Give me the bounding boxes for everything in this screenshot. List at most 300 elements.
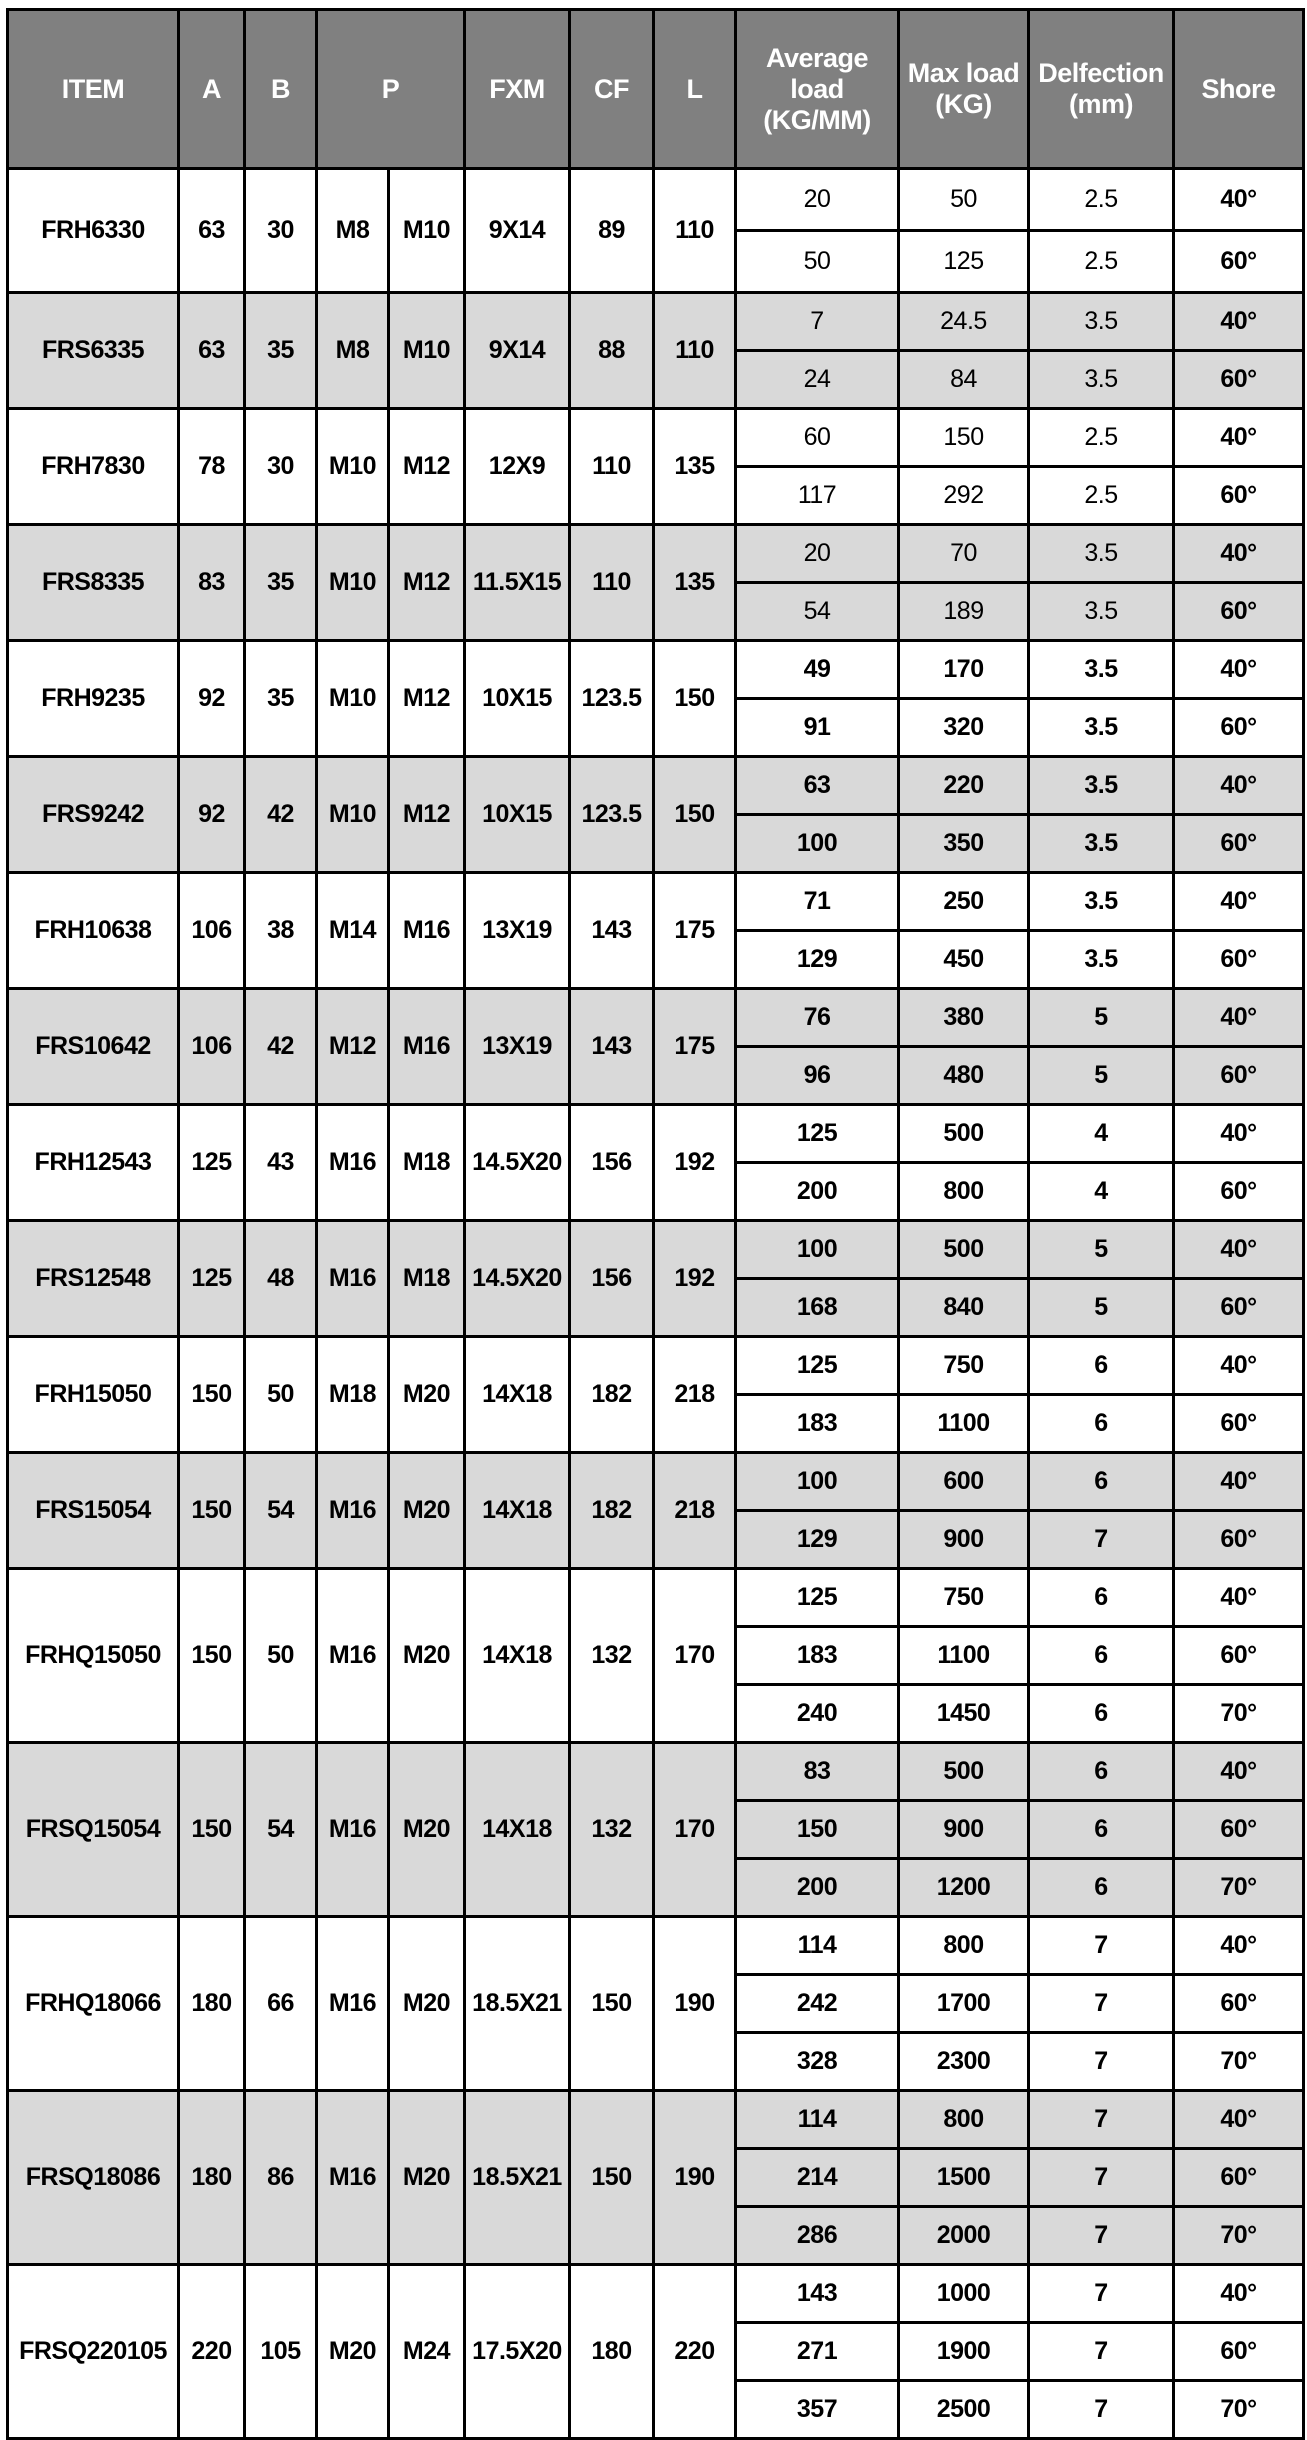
shore-cell: 60° [1174, 1279, 1304, 1337]
max-load-cell: 800 [899, 2091, 1029, 2149]
table-row [8, 873, 1304, 931]
l-cell: 220 [654, 2265, 736, 2439]
header-shore: Shore [1174, 10, 1304, 169]
average-load-cell: 183 [736, 1395, 899, 1453]
average-load-cell: 91 [736, 699, 899, 757]
average-load-cell: 7 [736, 293, 899, 351]
shore-cell: 40° [1174, 641, 1304, 699]
cf-cell: 89 [570, 169, 654, 293]
max-load-cell: 750 [899, 1337, 1029, 1395]
deflection-cell: 5 [1029, 989, 1174, 1047]
average-load-cell: 150 [736, 1801, 899, 1859]
p2-cell: M20 [389, 1569, 465, 1743]
max-load-cell: 2000 [899, 2207, 1029, 2265]
average-load-cell: 242 [736, 1975, 899, 2033]
deflection-cell: 7 [1029, 1975, 1174, 2033]
average-load-cell: 20 [736, 525, 899, 583]
average-load-cell: 100 [736, 1453, 899, 1511]
deflection-cell: 3.5 [1029, 931, 1174, 989]
average-load-cell: 100 [736, 815, 899, 873]
deflection-cell: 6 [1029, 1395, 1174, 1453]
p2-cell: M12 [389, 409, 465, 525]
table-row [8, 2091, 1304, 2149]
deflection-cell: 6 [1029, 1743, 1174, 1801]
b-cell: 105 [245, 2265, 317, 2439]
b-cell: 43 [245, 1105, 317, 1221]
shore-cell: 40° [1174, 873, 1304, 931]
average-load-cell: 71 [736, 873, 899, 931]
deflection-cell: 5 [1029, 1221, 1174, 1279]
cf-cell: 143 [570, 989, 654, 1105]
shore-cell: 60° [1174, 467, 1304, 525]
cf-cell: 143 [570, 873, 654, 989]
item-cell: FRS9242 [8, 757, 179, 873]
a-cell: 150 [179, 1569, 245, 1743]
header-l: L [654, 10, 736, 169]
p2-cell: M12 [389, 757, 465, 873]
item-cell: FRHQ18066 [8, 1917, 179, 2091]
b-cell: 35 [245, 293, 317, 409]
deflection-cell: 6 [1029, 1801, 1174, 1859]
max-load-cell: 450 [899, 931, 1029, 989]
p1-cell: M16 [317, 1917, 389, 2091]
l-cell: 150 [654, 641, 736, 757]
average-load-cell: 114 [736, 2091, 899, 2149]
p2-cell: M16 [389, 989, 465, 1105]
table-row [8, 1743, 1304, 1801]
l-cell: 175 [654, 873, 736, 989]
b-cell: 38 [245, 873, 317, 989]
max-load-cell: 24.5 [899, 293, 1029, 351]
table-row [8, 2265, 1304, 2323]
average-load-cell: 125 [736, 1569, 899, 1627]
p1-cell: M12 [317, 989, 389, 1105]
p1-cell: M16 [317, 1453, 389, 1569]
average-load-cell: 125 [736, 1105, 899, 1163]
l-cell: 175 [654, 989, 736, 1105]
average-load-cell: 117 [736, 467, 899, 525]
shore-cell: 60° [1174, 2323, 1304, 2381]
max-load-cell: 1900 [899, 2323, 1029, 2381]
b-cell: 50 [245, 1337, 317, 1453]
shore-cell: 40° [1174, 1453, 1304, 1511]
p1-cell: M16 [317, 1569, 389, 1743]
item-cell: FRH12543 [8, 1105, 179, 1221]
p1-cell: M8 [317, 293, 389, 409]
deflection-cell: 3.5 [1029, 641, 1174, 699]
p2-cell: M20 [389, 1917, 465, 2091]
p2-cell: M18 [389, 1221, 465, 1337]
average-load-cell: 214 [736, 2149, 899, 2207]
p2-cell: M16 [389, 873, 465, 989]
max-load-cell: 189 [899, 583, 1029, 641]
item-cell: FRSQ18086 [8, 2091, 179, 2265]
fxm-cell: 14X18 [465, 1337, 570, 1453]
p1-cell: M16 [317, 1105, 389, 1221]
p2-cell: M12 [389, 641, 465, 757]
shore-cell: 60° [1174, 583, 1304, 641]
average-load-cell: 50 [736, 231, 899, 293]
average-load-cell: 328 [736, 2033, 899, 2091]
max-load-cell: 800 [899, 1917, 1029, 1975]
fxm-cell: 9X14 [465, 293, 570, 409]
max-load-cell: 800 [899, 1163, 1029, 1221]
header-max-load: Max load (KG) [899, 10, 1029, 169]
deflection-cell: 2.5 [1029, 409, 1174, 467]
header-deflection: Delfection (mm) [1029, 10, 1174, 169]
cf-cell: 150 [570, 2091, 654, 2265]
deflection-cell: 7 [1029, 2091, 1174, 2149]
fxm-cell: 14X18 [465, 1569, 570, 1743]
shore-cell: 40° [1174, 1569, 1304, 1627]
l-cell: 135 [654, 409, 736, 525]
average-load-cell: 60 [736, 409, 899, 467]
average-load-cell: 240 [736, 1685, 899, 1743]
b-cell: 86 [245, 2091, 317, 2265]
deflection-cell: 7 [1029, 1917, 1174, 1975]
a-cell: 150 [179, 1337, 245, 1453]
p1-cell: M20 [317, 2265, 389, 2439]
l-cell: 192 [654, 1221, 736, 1337]
item-cell: FRSQ15054 [8, 1743, 179, 1917]
deflection-cell: 6 [1029, 1685, 1174, 1743]
cf-cell: 88 [570, 293, 654, 409]
deflection-cell: 5 [1029, 1279, 1174, 1337]
cf-cell: 156 [570, 1221, 654, 1337]
max-load-cell: 2300 [899, 2033, 1029, 2091]
deflection-cell: 4 [1029, 1163, 1174, 1221]
b-cell: 66 [245, 1917, 317, 2091]
item-cell: FRH6330 [8, 169, 179, 293]
shore-cell: 60° [1174, 1047, 1304, 1105]
average-load-cell: 20 [736, 169, 899, 231]
cf-cell: 110 [570, 409, 654, 525]
max-load-cell: 320 [899, 699, 1029, 757]
cf-cell: 182 [570, 1337, 654, 1453]
max-load-cell: 1700 [899, 1975, 1029, 2033]
shore-cell: 40° [1174, 1105, 1304, 1163]
item-cell: FRH15050 [8, 1337, 179, 1453]
max-load-cell: 480 [899, 1047, 1029, 1105]
max-load-cell: 150 [899, 409, 1029, 467]
shore-cell: 70° [1174, 2033, 1304, 2091]
deflection-cell: 7 [1029, 1511, 1174, 1569]
fxm-cell: 14X18 [465, 1453, 570, 1569]
l-cell: 135 [654, 525, 736, 641]
max-load-cell: 380 [899, 989, 1029, 1047]
max-load-cell: 125 [899, 231, 1029, 293]
p2-cell: M20 [389, 2091, 465, 2265]
a-cell: 106 [179, 873, 245, 989]
p2-cell: M10 [389, 293, 465, 409]
p2-cell: M18 [389, 1105, 465, 1221]
average-load-cell: 286 [736, 2207, 899, 2265]
deflection-cell: 3.5 [1029, 583, 1174, 641]
b-cell: 54 [245, 1743, 317, 1917]
max-load-cell: 500 [899, 1105, 1029, 1163]
b-cell: 35 [245, 641, 317, 757]
item-cell: FRH10638 [8, 873, 179, 989]
max-load-cell: 350 [899, 815, 1029, 873]
deflection-cell: 6 [1029, 1569, 1174, 1627]
deflection-cell: 2.5 [1029, 231, 1174, 293]
max-load-cell: 600 [899, 1453, 1029, 1511]
max-load-cell: 900 [899, 1801, 1029, 1859]
shore-cell: 60° [1174, 815, 1304, 873]
deflection-cell: 3.5 [1029, 757, 1174, 815]
l-cell: 218 [654, 1337, 736, 1453]
cf-cell: 150 [570, 1917, 654, 2091]
average-load-cell: 114 [736, 1917, 899, 1975]
table-row [8, 1917, 1304, 1975]
average-load-cell: 129 [736, 931, 899, 989]
p1-cell: M10 [317, 409, 389, 525]
cf-cell: 156 [570, 1105, 654, 1221]
average-load-cell: 271 [736, 2323, 899, 2381]
header-row [8, 10, 1304, 169]
p1-cell: M16 [317, 1221, 389, 1337]
shore-cell: 40° [1174, 2265, 1304, 2323]
item-cell: FRSQ220105 [8, 2265, 179, 2439]
average-load-cell: 63 [736, 757, 899, 815]
l-cell: 218 [654, 1453, 736, 1569]
spec-table-body [8, 169, 1304, 2439]
a-cell: 125 [179, 1105, 245, 1221]
max-load-cell: 1100 [899, 1395, 1029, 1453]
a-cell: 78 [179, 409, 245, 525]
p2-cell: M20 [389, 1337, 465, 1453]
table-row [8, 169, 1304, 231]
max-load-cell: 170 [899, 641, 1029, 699]
average-load-cell: 357 [736, 2381, 899, 2439]
p1-cell: M8 [317, 169, 389, 293]
header-average-load: Average load (KG/MM) [736, 10, 899, 169]
deflection-cell: 3.5 [1029, 293, 1174, 351]
spec-table-container [6, 8, 1305, 2440]
shore-cell: 40° [1174, 169, 1304, 231]
b-cell: 42 [245, 989, 317, 1105]
shore-cell: 60° [1174, 351, 1304, 409]
table-row [8, 1453, 1304, 1511]
item-cell: FRS12548 [8, 1221, 179, 1337]
header-cf: CF [570, 10, 654, 169]
a-cell: 106 [179, 989, 245, 1105]
cf-cell: 132 [570, 1569, 654, 1743]
shore-cell: 40° [1174, 989, 1304, 1047]
deflection-cell: 7 [1029, 2207, 1174, 2265]
deflection-cell: 3.5 [1029, 525, 1174, 583]
fxm-cell: 10X15 [465, 641, 570, 757]
max-load-cell: 1200 [899, 1859, 1029, 1917]
max-load-cell: 1450 [899, 1685, 1029, 1743]
p2-cell: M12 [389, 525, 465, 641]
a-cell: 63 [179, 293, 245, 409]
deflection-cell: 7 [1029, 2381, 1174, 2439]
fxm-cell: 9X14 [465, 169, 570, 293]
shore-cell: 60° [1174, 1163, 1304, 1221]
shore-cell: 70° [1174, 1685, 1304, 1743]
table-row [8, 1221, 1304, 1279]
p1-cell: M10 [317, 757, 389, 873]
cf-cell: 180 [570, 2265, 654, 2439]
p1-cell: M10 [317, 641, 389, 757]
p2-cell: M20 [389, 1743, 465, 1917]
average-load-cell: 183 [736, 1627, 899, 1685]
shore-cell: 40° [1174, 409, 1304, 467]
max-load-cell: 900 [899, 1511, 1029, 1569]
max-load-cell: 750 [899, 1569, 1029, 1627]
table-row [8, 1105, 1304, 1163]
fxm-cell: 18.5X21 [465, 2091, 570, 2265]
max-load-cell: 1000 [899, 2265, 1029, 2323]
a-cell: 150 [179, 1453, 245, 1569]
max-load-cell: 70 [899, 525, 1029, 583]
p2-cell: M10 [389, 169, 465, 293]
deflection-cell: 6 [1029, 1453, 1174, 1511]
deflection-cell: 3.5 [1029, 873, 1174, 931]
b-cell: 50 [245, 1569, 317, 1743]
spec-table [6, 8, 1305, 2440]
max-load-cell: 500 [899, 1221, 1029, 1279]
a-cell: 180 [179, 2091, 245, 2265]
header-a: A [179, 10, 245, 169]
p1-cell: M16 [317, 2091, 389, 2265]
b-cell: 54 [245, 1453, 317, 1569]
average-load-cell: 49 [736, 641, 899, 699]
fxm-cell: 11.5X15 [465, 525, 570, 641]
shore-cell: 60° [1174, 1395, 1304, 1453]
fxm-cell: 13X19 [465, 989, 570, 1105]
shore-cell: 70° [1174, 2381, 1304, 2439]
fxm-cell: 14.5X20 [465, 1105, 570, 1221]
shore-cell: 60° [1174, 1511, 1304, 1569]
cf-cell: 132 [570, 1743, 654, 1917]
item-cell: FRS10642 [8, 989, 179, 1105]
max-load-cell: 292 [899, 467, 1029, 525]
shore-cell: 60° [1174, 1627, 1304, 1685]
cf-cell: 123.5 [570, 641, 654, 757]
max-load-cell: 84 [899, 351, 1029, 409]
a-cell: 83 [179, 525, 245, 641]
p1-cell: M10 [317, 525, 389, 641]
b-cell: 35 [245, 525, 317, 641]
deflection-cell: 5 [1029, 1047, 1174, 1105]
fxm-cell: 17.5X20 [465, 2265, 570, 2439]
b-cell: 30 [245, 169, 317, 293]
deflection-cell: 3.5 [1029, 351, 1174, 409]
deflection-cell: 7 [1029, 2265, 1174, 2323]
shore-cell: 70° [1174, 2207, 1304, 2265]
deflection-cell: 3.5 [1029, 815, 1174, 873]
item-cell: FRH7830 [8, 409, 179, 525]
item-cell: FRH9235 [8, 641, 179, 757]
cf-cell: 123.5 [570, 757, 654, 873]
header-item: ITEM [8, 10, 179, 169]
average-load-cell: 125 [736, 1337, 899, 1395]
fxm-cell: 14X18 [465, 1743, 570, 1917]
header-b: B [245, 10, 317, 169]
l-cell: 190 [654, 2091, 736, 2265]
max-load-cell: 500 [899, 1743, 1029, 1801]
fxm-cell: 18.5X21 [465, 1917, 570, 2091]
shore-cell: 60° [1174, 699, 1304, 757]
shore-cell: 40° [1174, 525, 1304, 583]
a-cell: 125 [179, 1221, 245, 1337]
deflection-cell: 7 [1029, 2033, 1174, 2091]
header-fxm: FXM [465, 10, 570, 169]
a-cell: 150 [179, 1743, 245, 1917]
shore-cell: 40° [1174, 2091, 1304, 2149]
a-cell: 63 [179, 169, 245, 293]
max-load-cell: 250 [899, 873, 1029, 931]
b-cell: 30 [245, 409, 317, 525]
fxm-cell: 10X15 [465, 757, 570, 873]
average-load-cell: 100 [736, 1221, 899, 1279]
l-cell: 110 [654, 293, 736, 409]
deflection-cell: 7 [1029, 2149, 1174, 2207]
table-row [8, 1569, 1304, 1627]
a-cell: 220 [179, 2265, 245, 2439]
max-load-cell: 2500 [899, 2381, 1029, 2439]
a-cell: 92 [179, 757, 245, 873]
p2-cell: M24 [389, 2265, 465, 2439]
shore-cell: 40° [1174, 1337, 1304, 1395]
max-load-cell: 50 [899, 169, 1029, 231]
item-cell: FRS15054 [8, 1453, 179, 1569]
max-load-cell: 840 [899, 1279, 1029, 1337]
table-row [8, 757, 1304, 815]
item-cell: FRHQ15050 [8, 1569, 179, 1743]
shore-cell: 40° [1174, 1221, 1304, 1279]
p1-cell: M18 [317, 1337, 389, 1453]
average-load-cell: 24 [736, 351, 899, 409]
average-load-cell: 83 [736, 1743, 899, 1801]
fxm-cell: 12X9 [465, 409, 570, 525]
shore-cell: 40° [1174, 757, 1304, 815]
table-row [8, 293, 1304, 351]
p2-cell: M20 [389, 1453, 465, 1569]
b-cell: 48 [245, 1221, 317, 1337]
average-load-cell: 168 [736, 1279, 899, 1337]
deflection-cell: 6 [1029, 1859, 1174, 1917]
a-cell: 92 [179, 641, 245, 757]
header-p: P [317, 10, 465, 169]
fxm-cell: 13X19 [465, 873, 570, 989]
item-cell: FRS6335 [8, 293, 179, 409]
max-load-cell: 1500 [899, 2149, 1029, 2207]
l-cell: 192 [654, 1105, 736, 1221]
deflection-cell: 3.5 [1029, 699, 1174, 757]
shore-cell: 60° [1174, 1801, 1304, 1859]
shore-cell: 70° [1174, 1859, 1304, 1917]
shore-cell: 60° [1174, 931, 1304, 989]
table-row [8, 641, 1304, 699]
average-load-cell: 200 [736, 1859, 899, 1917]
deflection-cell: 6 [1029, 1627, 1174, 1685]
b-cell: 42 [245, 757, 317, 873]
p1-cell: M14 [317, 873, 389, 989]
max-load-cell: 220 [899, 757, 1029, 815]
shore-cell: 60° [1174, 231, 1304, 293]
deflection-cell: 2.5 [1029, 467, 1174, 525]
l-cell: 170 [654, 1569, 736, 1743]
p1-cell: M16 [317, 1743, 389, 1917]
average-load-cell: 129 [736, 1511, 899, 1569]
item-cell: FRS8335 [8, 525, 179, 641]
fxm-cell: 14.5X20 [465, 1221, 570, 1337]
l-cell: 150 [654, 757, 736, 873]
deflection-cell: 7 [1029, 2323, 1174, 2381]
